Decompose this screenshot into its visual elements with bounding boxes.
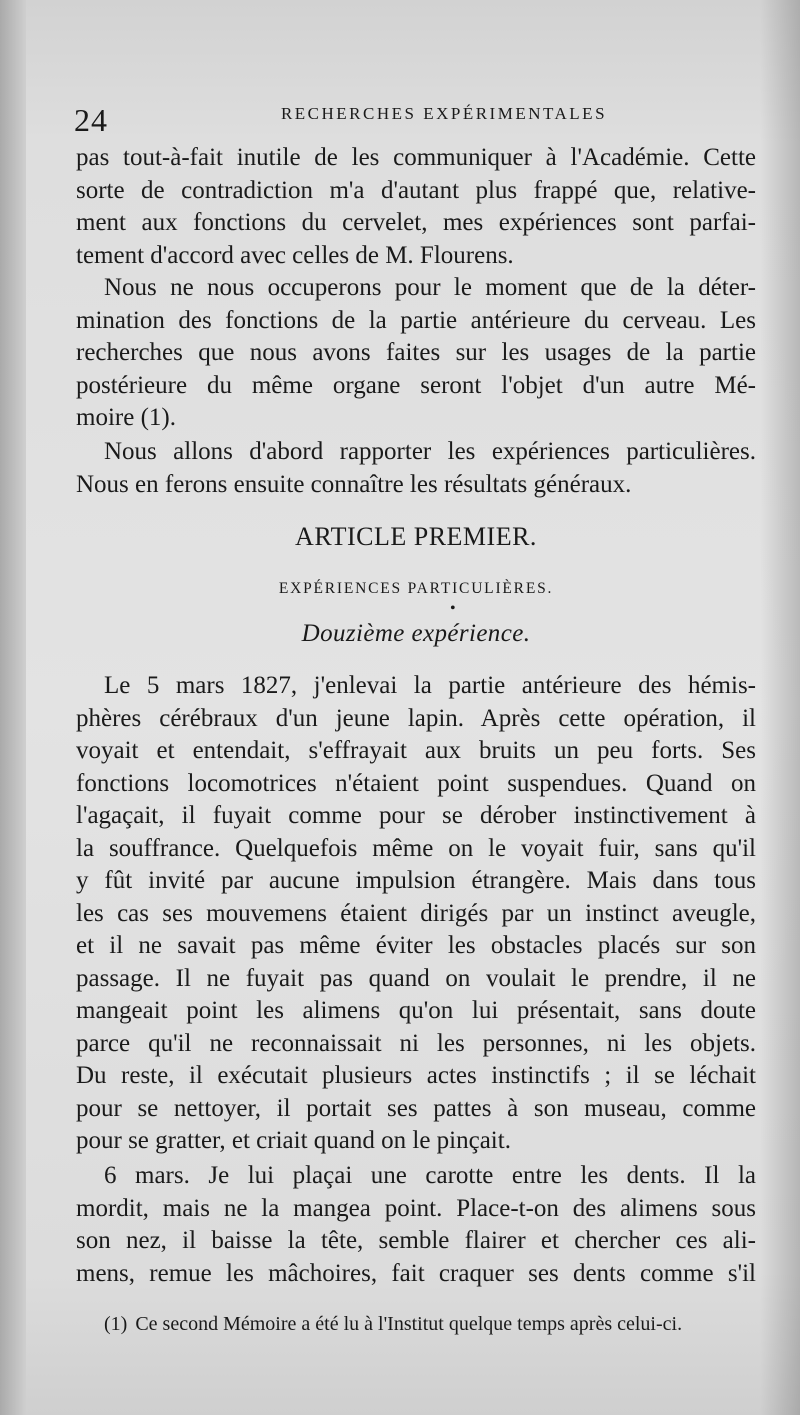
text-line: pour se gratter, et criait quand on le pinçait. [76,1127,511,1154]
text-line: pour se nettoyer, il portait ses pattes à son museau, comme [76,1094,756,1122]
text-line: Nous allons d'abord rapporter les expériences particulières. [104,438,756,465]
text-line: mens, remue les mâchoires, fait craquer ses dents comme s'il [76,1259,756,1287]
text-line: l'agaçait, il fuyait comme pour se dérober instinctivement à [76,802,756,829]
page-header [74,98,754,138]
text-line: 6 mars. Je lui plaçai une carotte entre les dents. Il la [104,1162,756,1189]
paragraph-6-mars [76,1160,756,1290]
text-line: tement d'accord avec celles de M. Flourens. [76,241,514,269]
text-line: les cas ses mouvemens étaient dirigés par un instinct aveugle, [76,899,756,927]
ornament-dot: • [450,600,456,617]
text-line: passage. Il ne fuyait pas quand on voulait le prendre, il ne [76,964,756,992]
text-line: recherches que nous avons faites sur les usages de la partie [76,339,756,366]
text-line: sorte de contradiction m'a d'autant plus frappé que, relative- [76,176,756,204]
text-line: voyait et entendait, s'effrayait aux bruits un peu forts. Ses [76,737,756,764]
text-line: Nous ne nous occuperons pour le moment que de la déter- [104,274,756,301]
text-line: mination des fonctions de la partie antérieure du cerveau. Les [76,306,756,334]
text-line: moire (1). [76,404,176,431]
running-title: RECHERCHES EXPÉRIMENTALES [280,104,608,123]
text-line: ment aux fonctions du cervelet, mes expériences sont parfai- [76,209,756,236]
intro-paragraph [76,142,756,272]
text-line: et il ne savait pas même éviter les obstacles placés sur son [76,932,756,959]
article-heading: ARTICLE PREMIER. [295,522,537,551]
text-line: Le 5 mars 1827, j'enlevai la partie antérieure des hémis- [104,672,756,699]
text-line: Nous en ferons ensuite connaître les résultats généraux. [76,470,632,498]
footnote-text: Ce second Mémoire a été lu à l'Institut quelque temps après celui-ci. [135,1313,683,1335]
footnote [104,1313,754,1336]
text-line: y fût invité par aucune impulsion étrangère. Mais dans tous [76,867,756,894]
paragraph-occuperons [76,272,756,435]
experiment-heading: Douzième expérience. [301,620,531,647]
text-line: pas tout-à-fait inutile de les communiquer à l'Académie. Cette [76,144,756,171]
page-left-shadow [0,0,26,1415]
page-right-shadow [760,0,800,1415]
text-line: parce qu'il ne reconnaissait ni les personnes, ni les objets. [76,1029,756,1057]
text-line: mordit, mais ne la mangea point. Place-t-on des alimens sous [76,1194,756,1222]
text-line: Du reste, il exécutait plusieurs actes instinctifs ; il se léchait [76,1062,756,1089]
paragraph-experiment [76,670,756,1158]
page-number: 24 [74,102,108,138]
text-line: postérieure du même organe seront l'objet d'un autre Mé- [76,371,756,399]
text-line: phères cérébraux d'un jeune lapin. Après cette opération, il [76,704,756,732]
footnote-marker: (1) [104,1313,128,1335]
text-line: son nez, il baisse la tête, semble flairer et chercher ces ali- [76,1227,756,1254]
text-line: mangeait point les alimens qu'on lui présentait, sans doute [76,997,756,1024]
paragraph-rapporter [76,436,756,501]
text-line: fonctions locomotrices n'étaient point suspendues. Quand on [76,769,756,797]
section-heading: EXPÉRIENCES PARTICULIÈRES. [278,580,554,597]
text-line: la souffrance. Quelquefois même on le voyait fuir, sans qu'il [76,834,756,862]
